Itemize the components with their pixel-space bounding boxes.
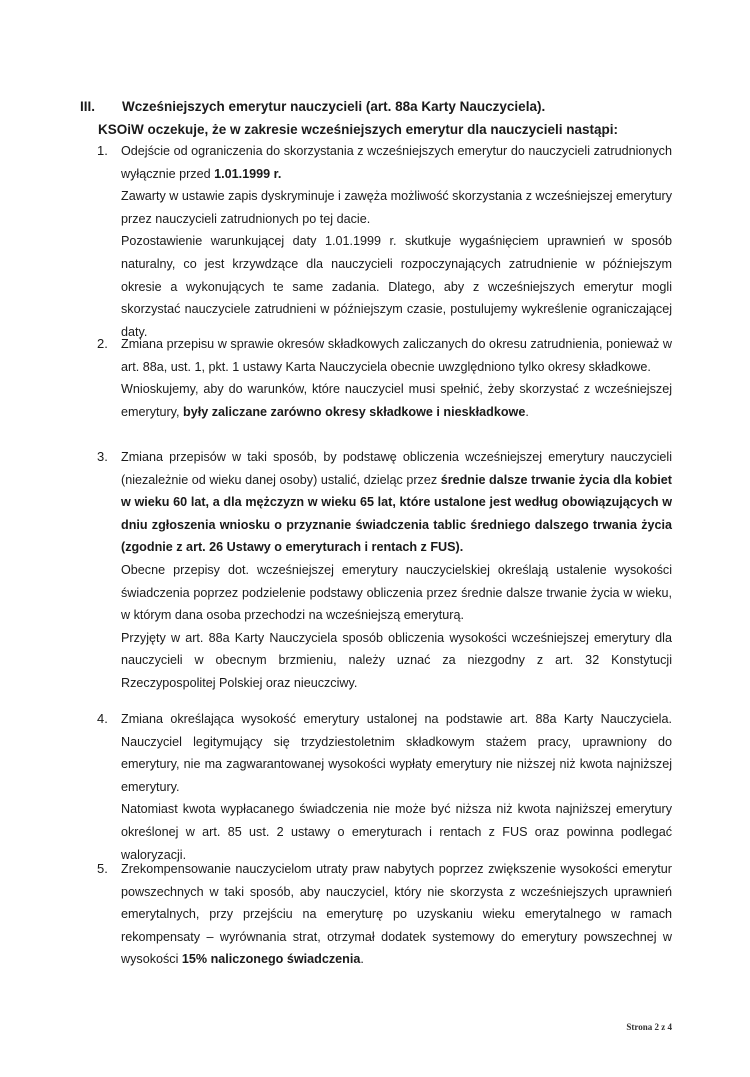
- list-item-body: [121, 333, 672, 423]
- paragraph: [121, 140, 672, 185]
- paragraph: Zmiana określająca wysokość emerytury ustalonej na podstawie art. 88a Karty Nauczyciela. Nauczyciel legitymujący się trzydziestoletnim składkowym stażem pracy, uprawniony do emerytury, nie ma zagwarantowanej wysokości wypłaty emerytury nie niższej niż kwota najniższej emerytury.: [121, 712, 672, 794]
- paragraph: [121, 378, 672, 423]
- bold-phrase: były zaliczane zarówno okresy składkowe i nieskładkowe: [183, 404, 526, 419]
- text-run: .: [360, 952, 364, 967]
- section-title: Wcześniejszych emerytur nauczycieli (art. 88a Karty Nauczyciela).: [122, 99, 546, 114]
- paragraph: Obecne przepisy dot. wcześniejszej emerytury nauczycielskiej określają ustalenie wysokości świadczenia poprzez podzielenie podstawy obliczenia przez średnie dalsze trwanie życia w wieku, w którym dana osoba przechodzi na wcześniejszą emeryturą.: [121, 562, 672, 623]
- section-number: III.: [80, 99, 96, 114]
- bold-phrase: 15% naliczonego świadczenia: [181, 952, 361, 967]
- paragraph: Przyjęty w art. 88a Karty Nauczyciela sposób obliczenia wysokości wcześniejszej emerytury dla nauczycieli w obecnym brzmieniu, należy uznać za niezgodny z art. 32 Konstytucji Rzeczypospolitej Polskiej oraz nieuczciwy.: [121, 630, 672, 690]
- bold-phrase: średnie dalsze trwanie życia dla kobiet w wieku 60 lat, a dla mężczyzn w wieku 65 lat, które ustalone jest według obowiązujących w dniu zgłoszenia wniosku o przyznanie świadczenia tablic średniego dalszego trwania życia (zgodnie z art. 26 Ustawy o emeryturach i rentach z FUS).: [121, 472, 672, 555]
- list-item-body: [121, 446, 672, 695]
- text-run: Zmiana przepisów w taki sposób, by podstawę obliczenia wcześniejszej emerytury nauczycieli (niezależnie od wieku danej osoby) ustalić, dzieląc przez: [121, 450, 672, 487]
- text-run: Odejście od ograniczenia do skorzystania z wcześniejszych emerytur do nauczycieli zatrudnionych wyłącznie przed: [121, 144, 672, 181]
- page-number-footer: Strona 2 z 4: [626, 1022, 672, 1032]
- list-item-number: 2.: [97, 336, 108, 351]
- list-item-body: [121, 140, 672, 343]
- paragraph: [121, 858, 672, 971]
- paragraph: Zmiana przepisu w sprawie okresów składkowych zaliczanych do okresu zatrudnienia, ponieważ w art. 88a, ust. 1, pkt. 1 ustawy Karta Nauczyciela obecnie uwzględniono tylko okresy składkowe.: [121, 337, 672, 374]
- text-run: Zrekompensowanie nauczycielom utraty praw nabytych poprzez zwiększenie wysokości emerytur powszechnych w taki sposób, aby nauczyciel, który nie skorzysta z wcześniejszych uprawnień emerytalnych, przy przejściu na emeryturę po uzyskaniu wieku emerytalnego w ramach rekompensaty – wyrównania strat, otrzymał dodatek systemowy do emerytury powszechnej w wysokości: [121, 862, 672, 967]
- paragraph: Pozostawienie warunkującej daty 1.01.1999 r. skutkuje wygaśnięciem uprawnień w sposób naturalny, co jest krzywdzące dla nauczycieli rozpoczynających zatrudnienie w późniejszym okresie a wykonujących te same zadania. Dlatego, aby z wcześniejszych emerytur mogli skorzystać nauczyciele zatrudnieni w późniejszym czasie, postulujemy wykreślenie ograniczającej daty.: [121, 234, 672, 339]
- bold-date: 1.01.1999 r.: [214, 166, 282, 181]
- text-run: Wnioskujemy, aby do warunków, które nauczyciel musi spełnić, żeby skorzystać z wcześniejszej emerytury,: [121, 382, 672, 419]
- section-intro: KSOiW oczekuje, że w zakresie wcześniejszych emerytur dla nauczycieli nastąpi:: [98, 122, 618, 137]
- list-item-body: [121, 858, 672, 971]
- list-item-number: 4.: [97, 711, 108, 726]
- list-item-number: 1.: [97, 143, 108, 158]
- paragraph: [121, 446, 672, 559]
- list-item-number: 5.: [97, 861, 108, 876]
- paragraph: Zawarty w ustawie zapis dyskryminuje i zawęża możliwość skorzystania z wcześniejszej emerytury przez nauczycieli zatrudnionych po tej dacie.: [121, 189, 672, 226]
- text-run: .: [525, 404, 529, 419]
- list-item-body: [121, 708, 672, 866]
- paragraph: Natomiast kwota wypłacanego świadczenia nie może być niższa niż kwota najniższej emerytury określonej w art. 85 ust. 2 ustawy o emeryturach i rentach z FUS oraz powinna podlegać waloryzacji.: [121, 802, 672, 862]
- list-item-number: 3.: [97, 449, 108, 464]
